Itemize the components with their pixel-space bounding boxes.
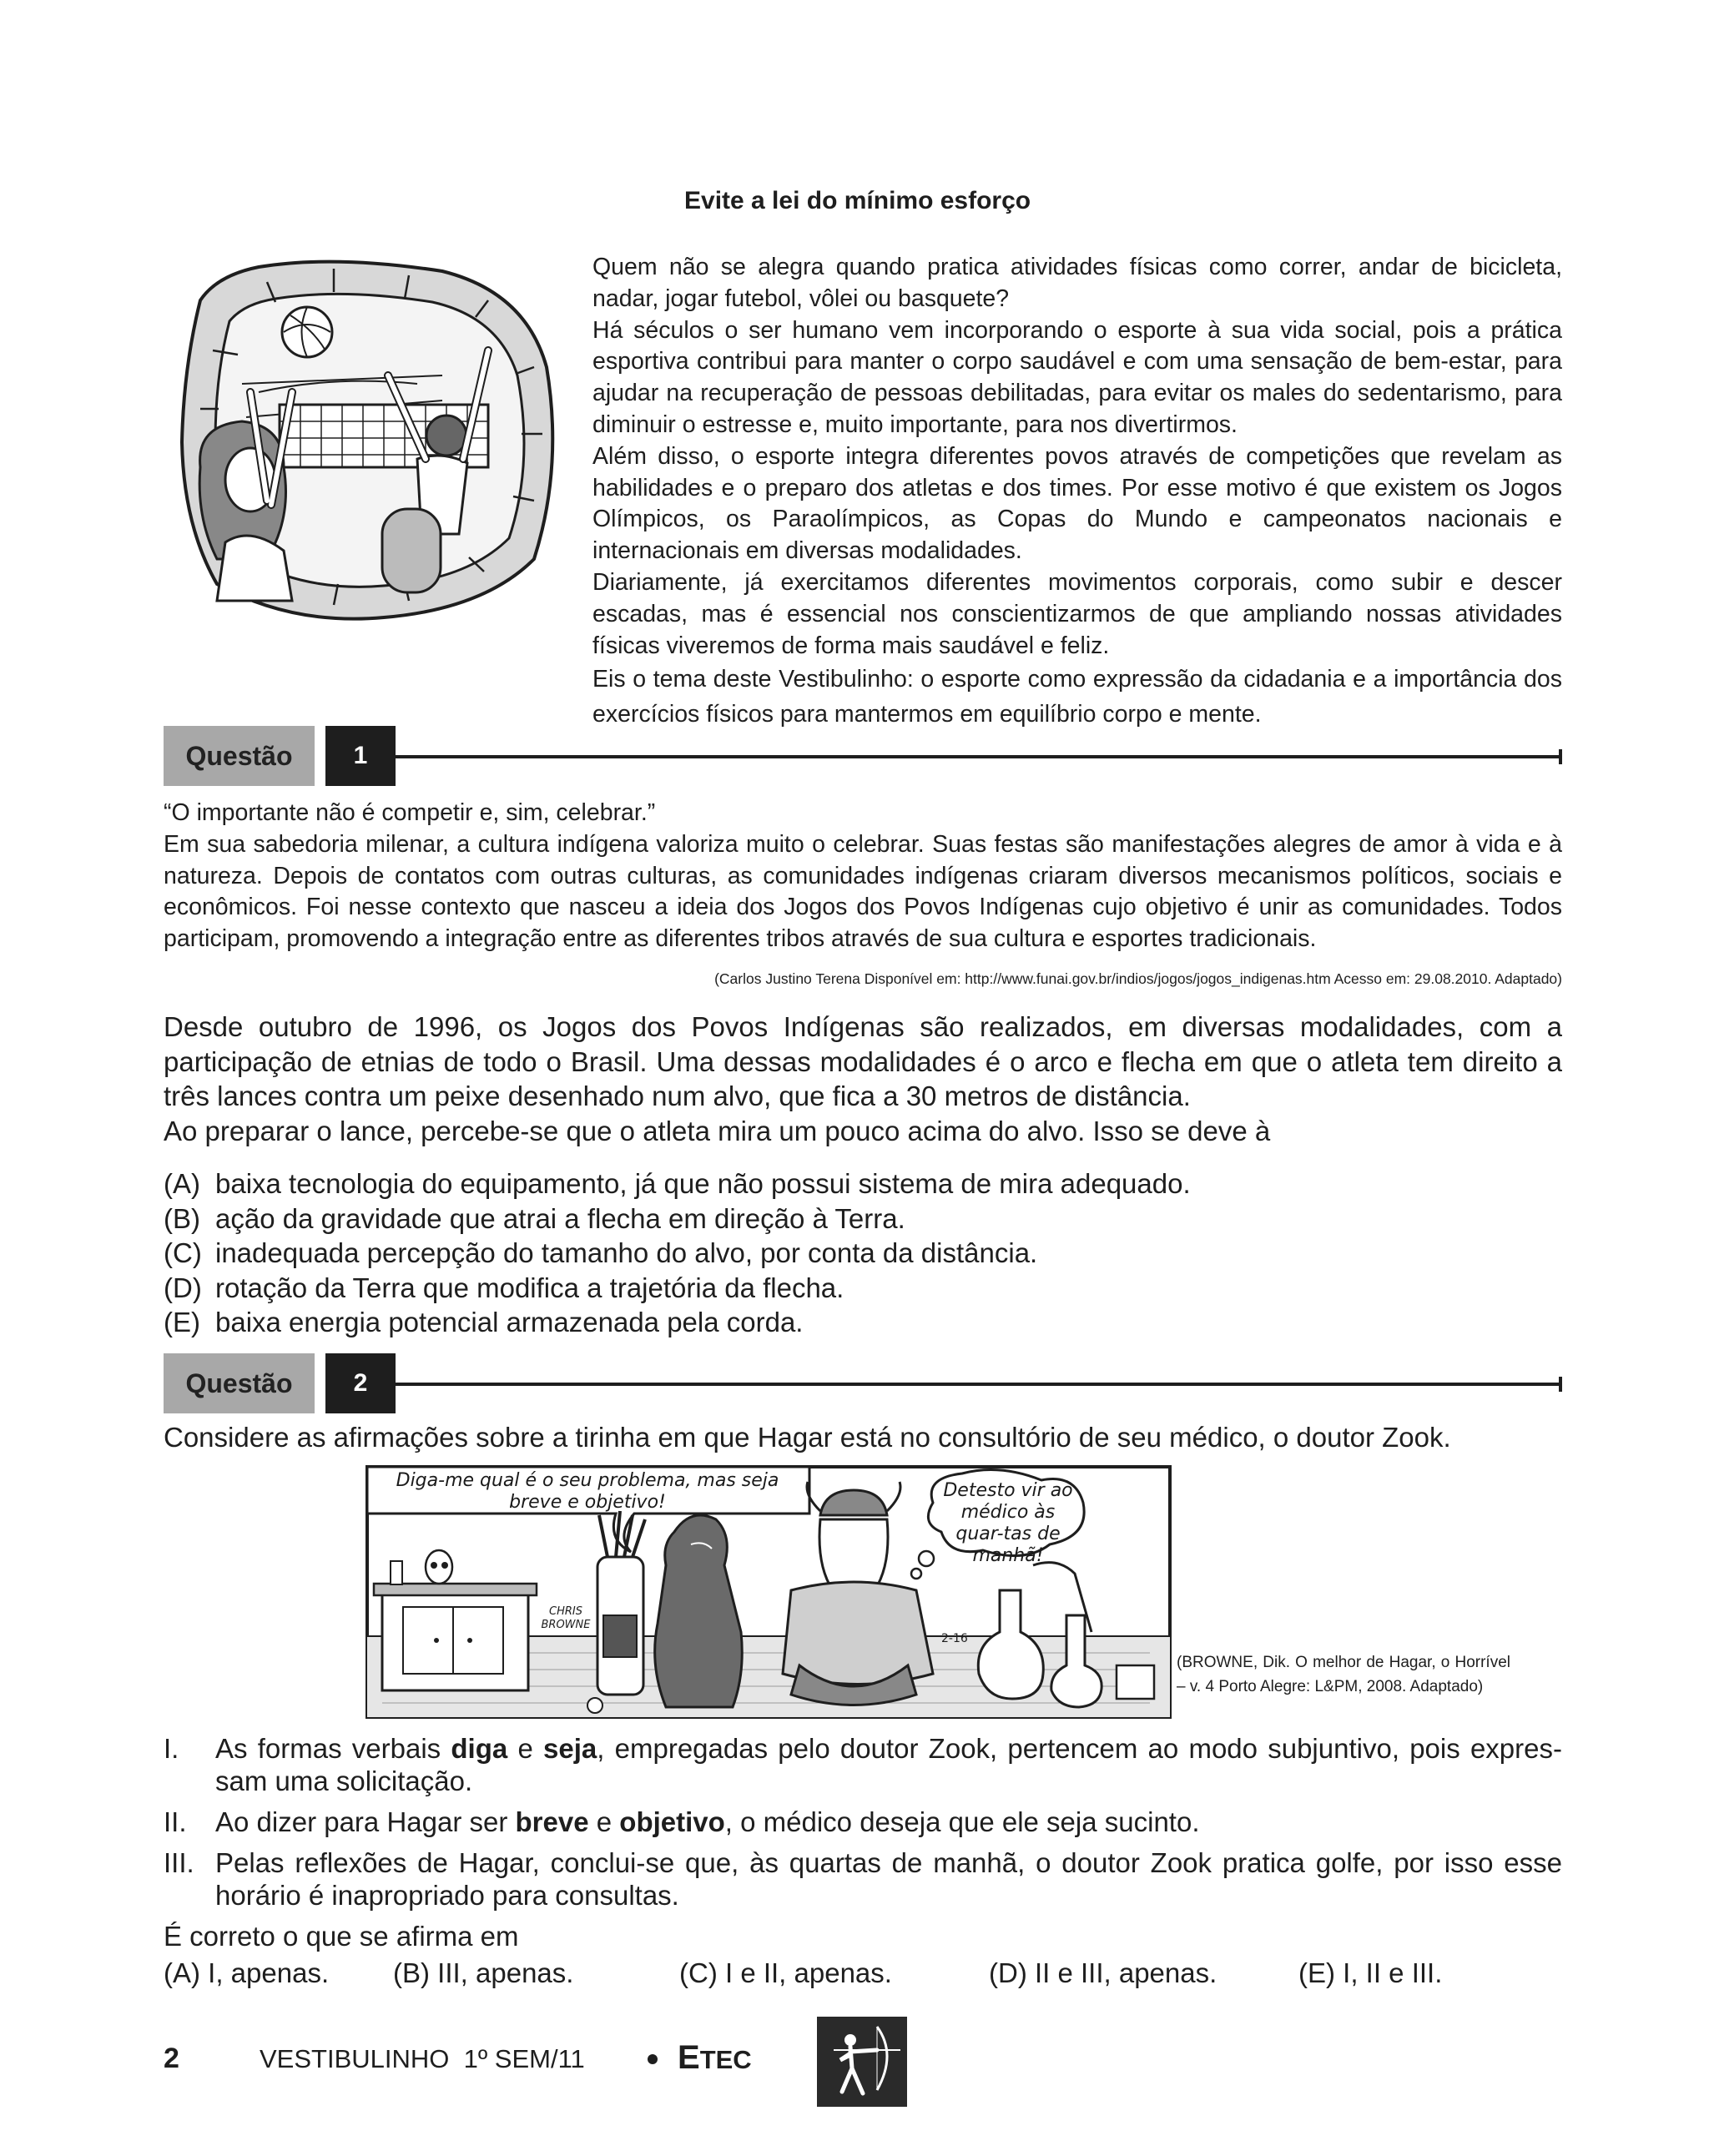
exam-title: VESTIBULINHO 1º SEM/11 [260, 2044, 585, 2073]
citation: (Carlos Justino Terena Disponível em: http://www.funai.gov.br/indios/jogos/jogos_indigenas.htm Acesso em: 29.08.2010. Adaptado) [714, 970, 1562, 987]
option-letter: (A) [164, 1957, 200, 1988]
archer-icon [817, 2017, 907, 2107]
option-letter: (E) [164, 1307, 200, 1337]
hagar-comic-strip [365, 1465, 1172, 1719]
item-text-content: Ao dizer para Hagar ser breve e objetivo, o médico deseja que ele seja sucinto. [215, 1806, 1200, 1837]
question-prompt: Ao preparar o lance, percebe-se que o atleta mira um pouco acima do alvo. Isso se deve à [164, 1115, 1271, 1146]
option-letter: (C) [164, 1237, 202, 1268]
question-label: Questão [164, 1353, 315, 1413]
comic-date: 2-16 [941, 1632, 968, 1645]
statement: Desde outubro de 1996, os Jogos dos Povos Indígenas são realizados, em diversas modalidades, com a participação de etnias de todo o Brasil. Uma dessas modalidades é o arco e flecha em que o atleta tem direito a três lances contra um peixe desenhado num alvo, que fica a 30 metros de distância. [164, 1011, 1562, 1111]
intro-paragraph: Quem não se alegra quando pratica atividades físicas como correr, andar de bicicleta, nadar, jogar futebol, vôlei ou basquete? [592, 254, 1562, 312]
question-1-source-text [164, 798, 1562, 995]
intro-paragraph: Há séculos o ser humano vem incorporando o esporte à sua vida social, pois a prática esportiva contribui para manter o corpo saudável e com uma sensação de bem-estar, para ajudar na recuperação de pessoas debilitadas, para evitar os males do sedentarismo, para diminuir o estresse e, muito importante, para nos divertirmos. [592, 316, 1562, 438]
balloon-left: Diga-me qual é o seu problema, mas seja breve e objetivo! [396, 1470, 779, 1513]
question-1-header [164, 726, 1562, 786]
divider-end [1559, 749, 1562, 764]
option-letter: (E) [1298, 1957, 1335, 1988]
question-2-header [164, 1353, 1562, 1413]
source-paragraph [164, 829, 1562, 987]
option-text: I, apenas. [208, 1957, 330, 1988]
option-text: baixa energia potencial armazenada pela corda. [215, 1307, 804, 1337]
option-text: I, II e III. [1343, 1957, 1443, 1988]
divider-line [396, 1383, 1562, 1386]
intro-paragraph: Diariamente, já exercitamos diferentes movimentos corporais, como subir e descer escadas, mas é essencial nos conscientizarmos de que ampliando nossas atividades físicas viveremos de forma mais saudável e feliz. [592, 568, 1562, 659]
intro-paragraph: Eis o tema deste Vestibulinho: o esporte como expressão da cidadania e a importância dos exercícios físicos para mantermos em equilíbrio corpo e mente. [592, 666, 1562, 728]
item-text [215, 1732, 1562, 1797]
etec-logo-text [678, 2039, 752, 2077]
item-number: III. [164, 1847, 194, 1878]
divider-end [1559, 1377, 1562, 1392]
intro-paragraph: Além disso, o esporte integra diferentes povos através de competições que revelam as habilidades e o preparo dos atletas e dos times. Por esse motivo é que existem os Jogos Olímpicos, os Paraolímpicos, as Copas do Mundo e campeonatos nacionais e internacionais em diversas modalidades. [592, 442, 1562, 565]
volleyball-illustration [167, 250, 567, 626]
q2-option-a[interactable] [164, 1957, 329, 1989]
item-text-content: As formas verbais diga e seja, empregadas pelo doutor Zook, pertencem ao modo subjuntivo, pois expres-sam uma solicitação. [215, 1733, 1562, 1796]
comic-citation: (BROWNE, Dik. O melhor de Hagar, o Horrível – v. 4 Porto Alegre: L&PM, 2008. Adaptado) [1177, 1654, 1510, 1695]
question-number: 1 [325, 726, 396, 786]
statement-item [164, 1732, 1562, 1797]
q2-option-d[interactable] [989, 1957, 1217, 1989]
page-number: 2 [164, 2043, 179, 2074]
option-e[interactable] [164, 1305, 1562, 1340]
option-b[interactable] [164, 1201, 1562, 1237]
item-text [215, 1806, 1562, 1838]
statement-item [164, 1806, 1562, 1838]
bullet-dot [648, 2054, 658, 2064]
question-1-statement [164, 1010, 1562, 1148]
balloon-right: Detesto vir ao médico às quar-tas de manhã! [943, 1480, 1073, 1566]
option-text: III, apenas. [437, 1957, 574, 1988]
option-text: ação da gravidade que atrai a flecha em direção à Terra. [215, 1202, 905, 1234]
question-number: 2 [325, 1353, 396, 1413]
divider-line [396, 755, 1562, 758]
statement-item [164, 1846, 1562, 1912]
brand-first: E [678, 2039, 700, 2076]
question-prompt: É correto o que se afirma em [164, 1921, 519, 1952]
q2-option-b[interactable] [393, 1957, 573, 1989]
option-text: I e II, apenas. [724, 1957, 892, 1988]
option-letter: (A) [164, 1168, 200, 1199]
intro-text [592, 252, 1562, 732]
option-text: II e III, apenas. [1034, 1957, 1217, 1988]
brand-rest: TEC [699, 2045, 752, 2074]
source-paragraph-text: Em sua sabedoria milenar, a cultura indígena valoriza muito o celebrar. Suas festas são manifestações alegres de amor à vida e à natureza. Depois de contatos com outras culturas, as comunidades indígenas criaram diversos mecanismos políticos, sociais e econômicos. Foi nesse contexto que nasceu a ideia dos Jogos dos Povos Indígenas cujo objetivo é unir as comunidades. Todos participam, promovendo a integração entre as diferentes tribos através de sua cultura e esportes tradicionais. [164, 830, 1562, 953]
option-letter: (D) [989, 1957, 1027, 1988]
option-letter: (B) [164, 1202, 200, 1234]
option-text: rotação da Terra que modifica a trajetória da flecha. [215, 1272, 844, 1303]
option-c[interactable] [164, 1236, 1562, 1271]
item-number: II. [164, 1806, 187, 1837]
option-a[interactable] [164, 1166, 1562, 1201]
q2-option-e[interactable] [1298, 1957, 1442, 1989]
question-1-options [164, 1166, 1562, 1340]
option-letter: (D) [164, 1272, 202, 1303]
bold-term: seja [543, 1733, 597, 1764]
intro-title: Evite a lei do mínimo esforço [684, 187, 1031, 214]
option-d[interactable] [164, 1271, 1562, 1306]
bold-term: diga [451, 1733, 508, 1764]
question-2-intro: Considere as afirmações sobre a tirinha em que Hagar está no consultório de seu médico, o doutor Zook. [164, 1422, 1451, 1453]
bold-term: objetivo [619, 1806, 725, 1837]
option-letter: (C) [679, 1957, 718, 1988]
option-letter: (B) [393, 1957, 430, 1988]
q2-option-c[interactable] [679, 1957, 892, 1989]
bold-term: breve [515, 1806, 589, 1837]
comic-signature: CHRIS BROWNE [541, 1605, 591, 1631]
option-text: baixa tecnologia do equipamento, já que não possui sistema de mira adequado. [215, 1168, 1191, 1199]
quote: “O importante não é competir e, sim, celebrar.” [164, 799, 656, 826]
item-number: I. [164, 1733, 179, 1764]
question-2-items [164, 1732, 1562, 1952]
question-label: Questão [164, 726, 315, 786]
option-text: inadequada percepção do tamanho do alvo, por conta da distância. [215, 1237, 1038, 1268]
item-text: Pelas reflexões de Hagar, conclui-se que, às quartas de manhã, o doutor Zook pratica golfe, por isso esse horário é inapropriado para consultas. [215, 1847, 1562, 1911]
